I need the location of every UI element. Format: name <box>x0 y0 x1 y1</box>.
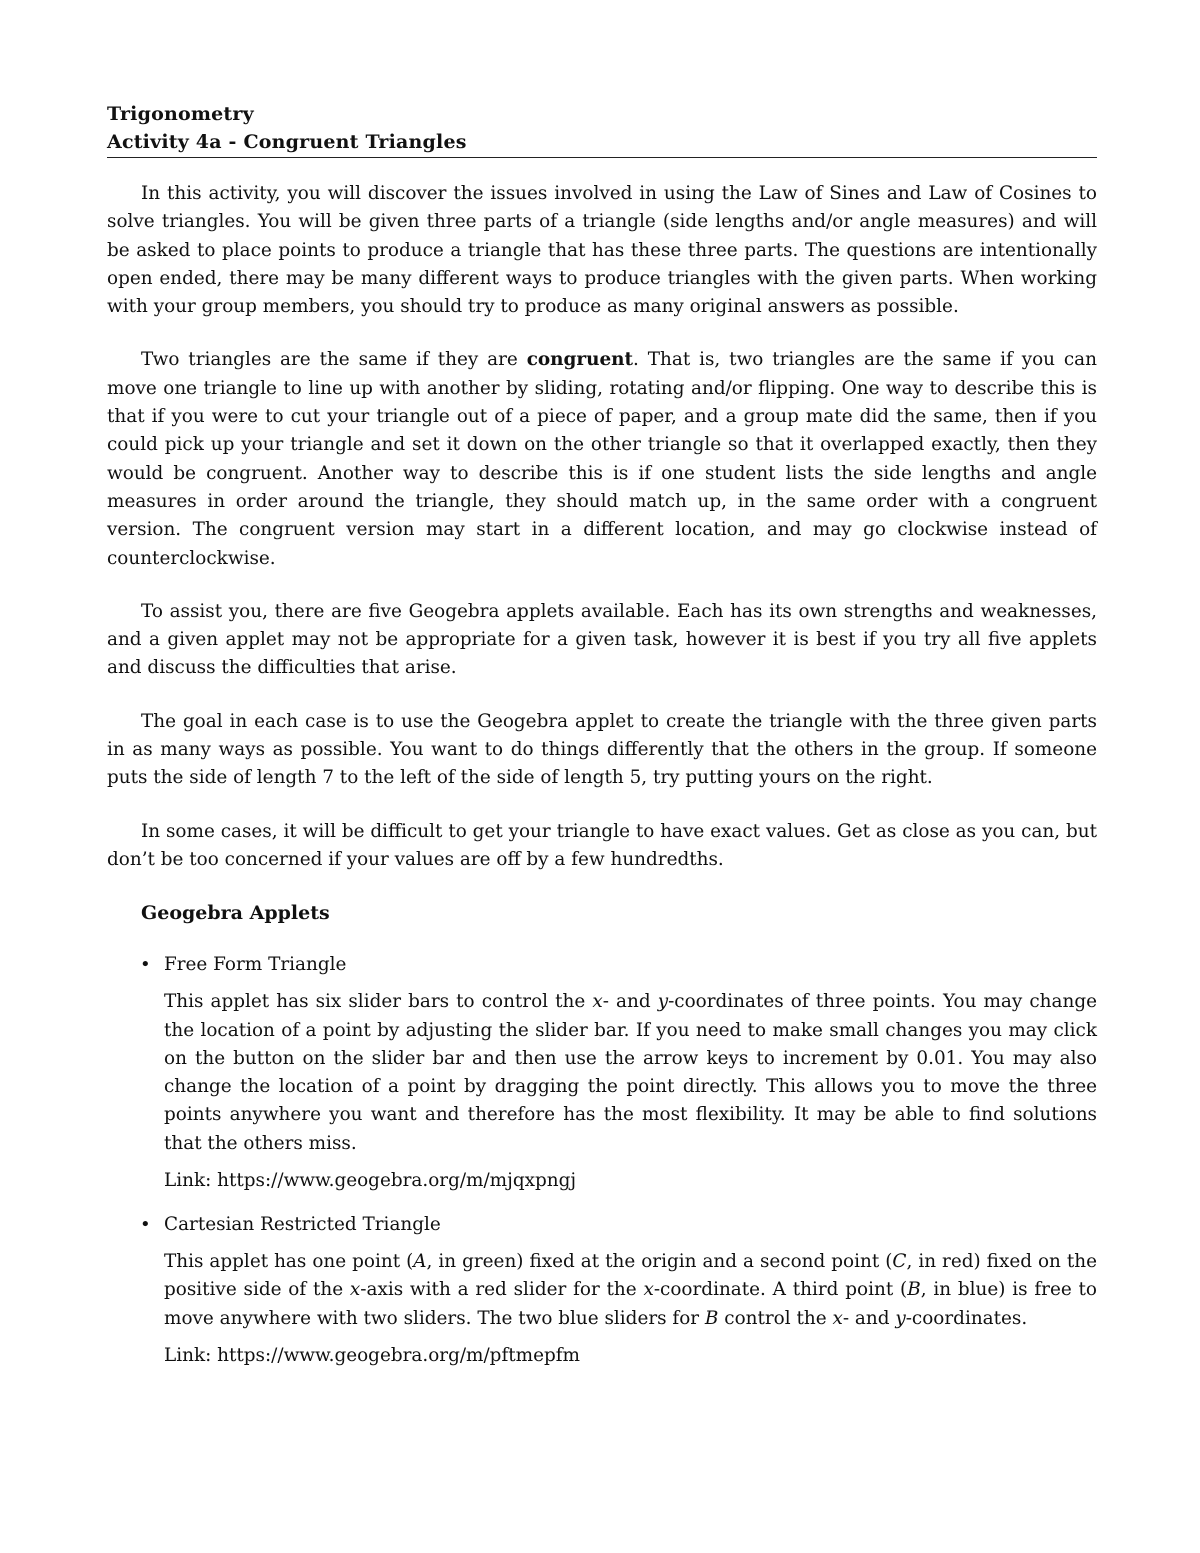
applet-link[interactable]: https://www.geogebra.org/m/mjqxpngj <box>217 1170 577 1192</box>
math-var: x <box>592 991 603 1013</box>
applet-list <box>107 951 1097 1370</box>
applet-link-line <box>164 1342 1097 1370</box>
title-rule <box>107 157 1097 158</box>
desc-text: -coordinates of three points. You may change the location of a point by adjusting the slider bar. If you need to make small changes you may click on the button on the slider bar and then use the arrow keys to increment by 0.01. You may also change the location of a point by dragging the point directly. This allows you to move the three points anywhere you want and therefore has the most flexibility. It may be able to find solutions that the others miss. <box>164 991 1097 1154</box>
desc-text: - and <box>602 991 658 1013</box>
math-var: C <box>892 1251 907 1273</box>
math-var: B <box>704 1307 719 1329</box>
p2-text-start: Two triangles are the same if they are <box>141 349 527 371</box>
math-var: x <box>832 1307 843 1329</box>
intro-paragraph-4: The goal in each case is to use the Geogebra applet to create the triangle with the three given parts in as many ways as possible. You want to do things differently that the others in the group. If someone puts the side of length 7 to the left of the side of length 5, try putting yours on the right. <box>107 710 1097 789</box>
activity-title: Activity 4a - Congruent Triangles <box>107 131 467 153</box>
desc-text: , in green) fixed at the origin and a second point ( <box>426 1251 893 1273</box>
math-var: x <box>349 1279 361 1301</box>
bullet-icon: • <box>140 1214 151 1236</box>
link-label: Link: <box>164 1344 212 1366</box>
link-label: Link: <box>164 1170 212 1192</box>
desc-text: - and <box>842 1307 896 1329</box>
bullet-icon: • <box>140 954 151 976</box>
applet-description <box>164 988 1097 1158</box>
applet-description <box>164 1248 1097 1333</box>
document-page <box>107 100 1097 1386</box>
applet-link[interactable]: https://www.geogebra.org/m/pftmepfm <box>217 1344 580 1366</box>
list-item <box>107 1211 1097 1370</box>
p2-text-rest: . That is, two triangles are the same if you can move one triangle to line up with another by sliding, rotating and/or flipping. One way to describe this is that if you were to cut your triangle out of a piece of paper, and a group mate did the same, then if you could pick up your triangle and set it down on the other triangle so that it overlapped exactly, then they would be congruent. Another way to describe this is if one student lists the side lengths and angle measures in order around the triangle, they should match up, in the same order with a congruent version. The congruent version may start in a different location, and may go clockwise instead of counterclockwise. <box>107 349 1097 569</box>
applet-title: Free Form Triangle <box>164 954 347 976</box>
intro-paragraph-2 <box>107 346 1097 572</box>
congruent-term: congruent <box>526 349 634 371</box>
intro-paragraph-5: In some cases, it will be difficult to get your triangle to have exact values. Get as close as you can, but don’t be too concerned if your values are off by a few hundredths. <box>107 820 1097 870</box>
desc-text: control the <box>718 1307 833 1329</box>
applet-link-line <box>164 1167 1097 1195</box>
section-heading: Geogebra Applets <box>141 902 330 925</box>
desc-text: -coordinate. A third point ( <box>653 1279 908 1301</box>
desc-text: This applet has one point ( <box>164 1251 414 1273</box>
desc-text: , in red) fixed on the positive side of the <box>164 1251 1097 1301</box>
math-var: A <box>413 1251 427 1273</box>
applet-title: Cartesian Restricted Triangle <box>164 1214 441 1236</box>
desc-text: This applet has six slider bars to control the <box>164 991 593 1013</box>
math-var: y <box>657 991 669 1013</box>
math-var: y <box>895 1307 906 1329</box>
list-item <box>107 951 1097 1195</box>
intro-paragraph-3: To assist you, there are five Geogebra applets available. Each has its own strengths and weaknesses, and a given applet may not be appropriate for a given task, however it is best if you try all five applets and discuss the difficulties that arise. <box>107 600 1097 679</box>
intro-paragraph-1: In this activity, you will discover the issues involved in using the Law of Sines and Law of Cosines to solve triangles. You will be given three parts of a triangle (side lengths and/or angle measures) and will be asked to place points to produce a triangle that has these three parts. The questions are intentionally open ended, there may be many different ways to produce triangles with the given parts. When working with your group members, you should try to produce as many original answers as possible. <box>107 183 1097 318</box>
desc-text: , in blue) is free to move anywhere with two sliders. The two blue sliders for <box>164 1279 1097 1329</box>
course-title: Trigonometry <box>107 103 254 125</box>
desc-text: -coordinates. <box>905 1307 1028 1329</box>
math-var: x <box>643 1279 654 1301</box>
desc-text: -axis with a red slider for the <box>360 1279 644 1301</box>
math-var: B <box>907 1279 921 1301</box>
